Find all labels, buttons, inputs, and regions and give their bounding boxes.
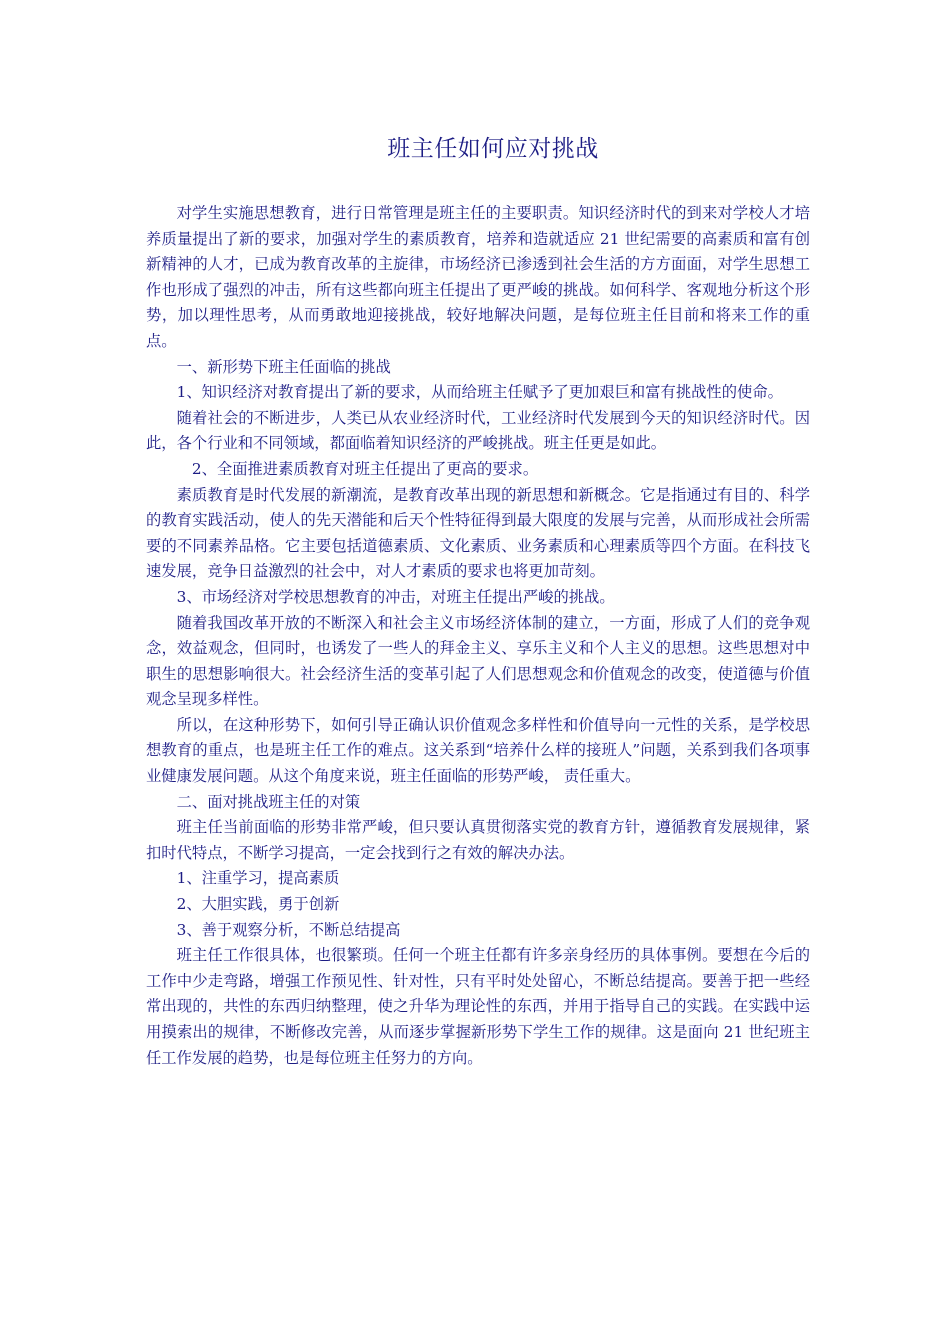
intro-paragraph: 对学生实施思想教育，进行日常管理是班主任的主要职责。知识经济时代的到来对学校人才培养质量提出了新的要求，加强对学生的素质教育，培养和造就适应 21 世纪需要的高素质和富有创新精神的人才，已成为教育改革的主旋律，市场经济已渗透到社会生活的方方面面，对学生思想工作也形成了强烈的冲击，所有这些都向班主任提出了更严峻的挑战。如何科学、客观地分析这个形势，加以理性思考，从而勇敢地迎接挑战，较好地解决问题，是每位班主任目前和将来工作的重点。 [146,204,810,350]
document-body [146,201,810,1071]
list-item-2-1: 1、注重学习，提高素质 [176,869,340,888]
list-item-2-2: 2、大胆实践，勇于创新 [176,895,340,914]
subheading-1-2: 2、全面推进素质教育对班主任提出了更高的要求。 [191,459,539,478]
section-heading-1: 一、新形势下班主任面临的挑战 [176,357,391,376]
list-item-2-3: 3、善于观察分析，不断总结提高 [176,920,401,939]
paragraph-2-1: 班主任当前面临的形势非常严峻，但只要认真贯彻落实党的教育方针，遵循教育发展规律，紧扣时代特点，不断学习提高，一定会找到行之有效的解决办法。 [146,818,810,862]
paragraph-1-2: 素质教育是时代发展的新潮流，是教育改革出现的新思想和新概念。它是指通过有目的、科学的教育实践活动，使人的先天潜能和后天个性特征得到最大限度的发展与完善，从而形成社会所需要的不同素养品格。它主要包括道德素质、文化素质、业务素质和心理素质等四个方面。在科技飞速发展，竞争日益激烈的社会中，对人才素质的要求也将更加苛刻。 [146,485,810,581]
document-title: 班主任如何应对挑战 [387,136,599,162]
paragraph-1-1: 随着社会的不断进步，人类已从农业经济时代，工业经济时代发展到今天的知识经济时代。因此，各个行业和不同领域，都面临着知识经济的严峻挑战。班主任更是如此。 [146,408,810,453]
subheading-1-1: 1、知识经济对教育提出了新的要求，从而给班主任赋予了更加艰巨和富有挑战性的使命。 [176,383,783,402]
subheading-1-3: 3、市场经济对学校思想教育的冲击，对班主任提出严峻的挑战。 [176,587,615,606]
paragraph-1-4: 所以，在这种形势下，如何引导正确认识价值观念多样性和价值导向一元性的关系，是学校思想教育的重点，也是班主任工作的难点。这关系到“培养什么样的接班人”问题，关系到我们各项事业健康发展问题。从这个角度来说，班主任面临的形势严峻， 责任重大。 [146,715,810,786]
closing-paragraph: 班主任工作很具体，也很繁琐。任何一个班主任都有许多亲身经历的具体事例。要想在今后的工作中少走弯路，增强工作预见性、针对性，只有平时处处留心，不断总结提高。要善于把一些经常出现的，共性的东西归纳整理，使之升华为理论性的东西，并用于指导自己的实践。在实践中运用摸索出的规律，不断修改完善，从而逐步掌握新形势下学生工作的规律。这是面向 21 世纪班主任工作发展的趋势，也是每位班主任努力的方向。 [146,946,810,1067]
section-heading-2: 二、面对挑战班主任的对策 [176,792,361,811]
paragraph-1-3: 随着我国改革开放的不断深入和社会主义市场经济体制的建立，一方面，形成了人们的竞争观念，效益观念，但同时，也诱发了一些人的拜金主义、享乐主义和个人主义的思想。这些思想对中职生的思想影响很大。社会经济生活的变革引起了人们思想观念和价值观念的改变，使道德与价值观念呈现多样性。 [146,613,810,709]
